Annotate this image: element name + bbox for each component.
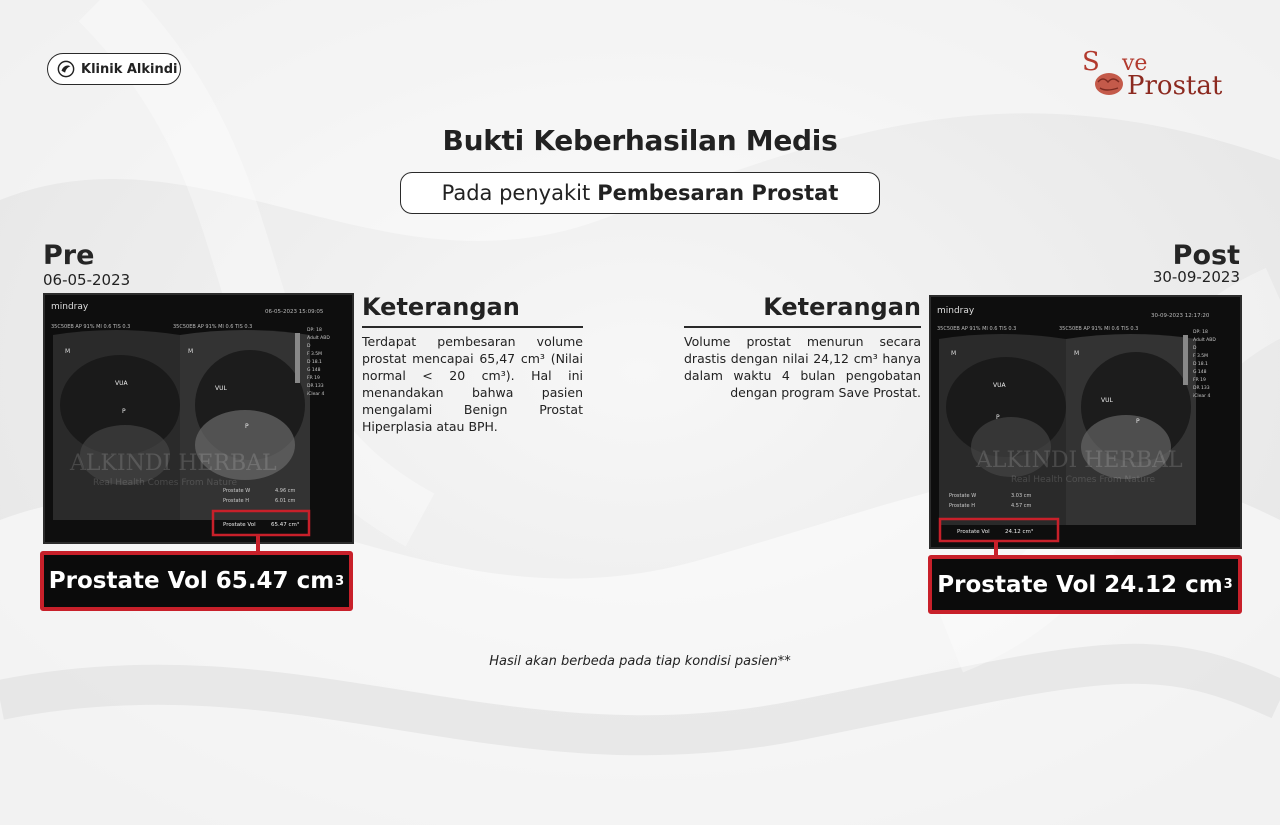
svg-text:D: D [1193,346,1197,351]
pre-label-left: VUA [115,380,128,387]
post-scan-vol-label: Prostate Vol [957,529,990,535]
svg-text:F 3.5M: F 3.5M [1193,354,1209,359]
clinic-badge [47,53,181,85]
clinic-name: Klinik Alkindi [81,61,178,77]
pre-keterangan-divider [362,326,583,328]
brand-logo [1082,44,1252,100]
pre-marker-p-right: P [245,423,249,430]
clinic-logo-icon [57,60,75,78]
pre-meas-h-label: Prostate H [223,498,249,504]
pre-meas-w-label: Prostate W [223,488,251,494]
post-meas-h-value: 4.57 cm [1011,503,1032,509]
svg-text:ve: ve [1122,51,1148,76]
post-scan-brand: mindray [937,306,975,316]
post-date: 30-09-2023 [1152,268,1240,286]
post-marker-m-right: M [1074,350,1080,357]
pre-marker-p-left: P [122,408,126,415]
pre-watermark: ALKINDI HERBAL [70,451,277,476]
subtitle-disease: Pembesaran Prostat [597,181,839,205]
pre-probe-info-left: 35C50EB AP 91% MI 0.6 TIS 0.3 [51,324,131,330]
subtitle-prefix: Pada penyakit [441,181,591,205]
pre-stage-label: Pre [43,240,95,271]
pre-meas-h-value: 6.01 cm [275,498,296,504]
svg-text:DP: 18: DP: 18 [1193,330,1208,335]
post-scan-vol-value: 24.12 cm³ [1005,529,1034,535]
post-probe-info-left: 35C50EB AP 91% MI 0.6 TIS 0.3 [937,326,1017,332]
pre-meas-w-value: 4.96 cm [275,488,296,494]
post-watermark: ALKINDI HERBAL [976,448,1183,473]
post-meas-h-label: Prostate H [949,503,975,509]
pre-watermark-sub: Real Health Comes From Nature [93,478,237,488]
brain-icon [1095,73,1123,95]
svg-text:Prostat: Prostat [1127,71,1223,100]
svg-text:DR 133: DR 133 [307,384,324,389]
post-scan-timestamp: 30-09-2023 12:17:20 [1151,313,1210,319]
svg-text:iClear 4: iClear 4 [307,392,325,397]
post-volume-sup: 3 [1223,577,1233,592]
post-probe-info-right: 35C50EB AP 91% MI 0.6 TIS 0.3 [1059,326,1139,332]
post-ultrasound-image [929,295,1242,549]
svg-text:F 3.5M: F 3.5M [307,352,323,357]
post-volume-text: Prostate Vol 24.12 cm [937,571,1223,598]
disclaimer-footnote: Hasil akan berbeda pada tiap kondisi pasien** [489,654,791,669]
svg-text:FR 19: FR 19 [307,376,320,381]
svg-text:D 18.1: D 18.1 [307,360,322,365]
svg-text:Adult ABD: Adult ABD [1193,338,1216,343]
pre-scan-vol-value: 65.47 cm³ [271,522,300,528]
svg-text:FR 19: FR 19 [1193,378,1206,383]
pre-scan-brand: mindray [51,302,89,312]
post-watermark-sub: Real Health Comes From Nature [1011,475,1155,485]
pre-keterangan-text: Terdapat pembesaran volume prostat mencapai 65,47 cm³ (Nilai normal < 20 cm³). Hal ini menandakan bahwa pasien mengalami Benign Prostat Hiperplasia atau BPH. [362,334,583,434]
post-meas-w-label: Prostate W [949,493,977,499]
pre-volume-text: Prostate Vol 65.47 cm [48,568,335,594]
post-marker-p-right: P [1136,418,1140,425]
post-volume-callout [928,555,1242,614]
post-keterangan-title: Keterangan [763,293,921,321]
brand-save: S [1082,47,1100,77]
pre-ultrasound-image [43,293,354,544]
svg-text:Adult ABD: Adult ABD [307,336,330,341]
pre-date: 06-05-2023 [43,271,131,289]
post-meas-w-value: 3.03 cm [1011,493,1032,499]
svg-text:iClear 4: iClear 4 [1193,394,1211,399]
post-label-right: VUL [1101,397,1113,404]
post-connector [994,540,998,556]
pre-marker-m-right: M [188,348,194,355]
page-title: Bukti Keberhasilan Medis [442,124,838,157]
pre-scan-timestamp: 06-05-2023 15:09:05 [265,309,324,315]
pre-scan-vol-label: Prostate Vol [223,522,256,528]
post-keterangan-divider [684,326,921,328]
post-label-left: VUA [993,382,1006,389]
post-marker-p-left: P [996,414,1000,421]
svg-text:D 18.1: D 18.1 [1193,362,1208,367]
pre-probe-info-right: 35C50EB AP 91% MI 0.6 TIS 0.3 [173,324,253,330]
pre-keterangan-title: Keterangan [362,293,520,321]
pre-volume-sup: 3 [335,573,345,589]
pre-label-right: VUL [215,385,227,392]
post-stage-label: Post [1172,240,1240,271]
subtitle-pill [400,172,880,214]
svg-text:D: D [307,344,311,349]
svg-text:DR 133: DR 133 [1193,386,1210,391]
pre-marker-m-left: M [65,348,71,355]
post-marker-m-left: M [951,350,957,357]
svg-text:G 148: G 148 [307,368,321,373]
post-keterangan-text: Volume prostat menurun secara drastis dengan nilai 24,12 cm³ hanya dalam waktu 4 bulan pengobatan dengan program Save Prostat. [684,334,921,400]
pre-volume-callout [40,551,353,611]
svg-text:DP: 18: DP: 18 [307,328,322,333]
pre-connector [256,536,260,552]
svg-text:G 148: G 148 [1193,370,1207,375]
